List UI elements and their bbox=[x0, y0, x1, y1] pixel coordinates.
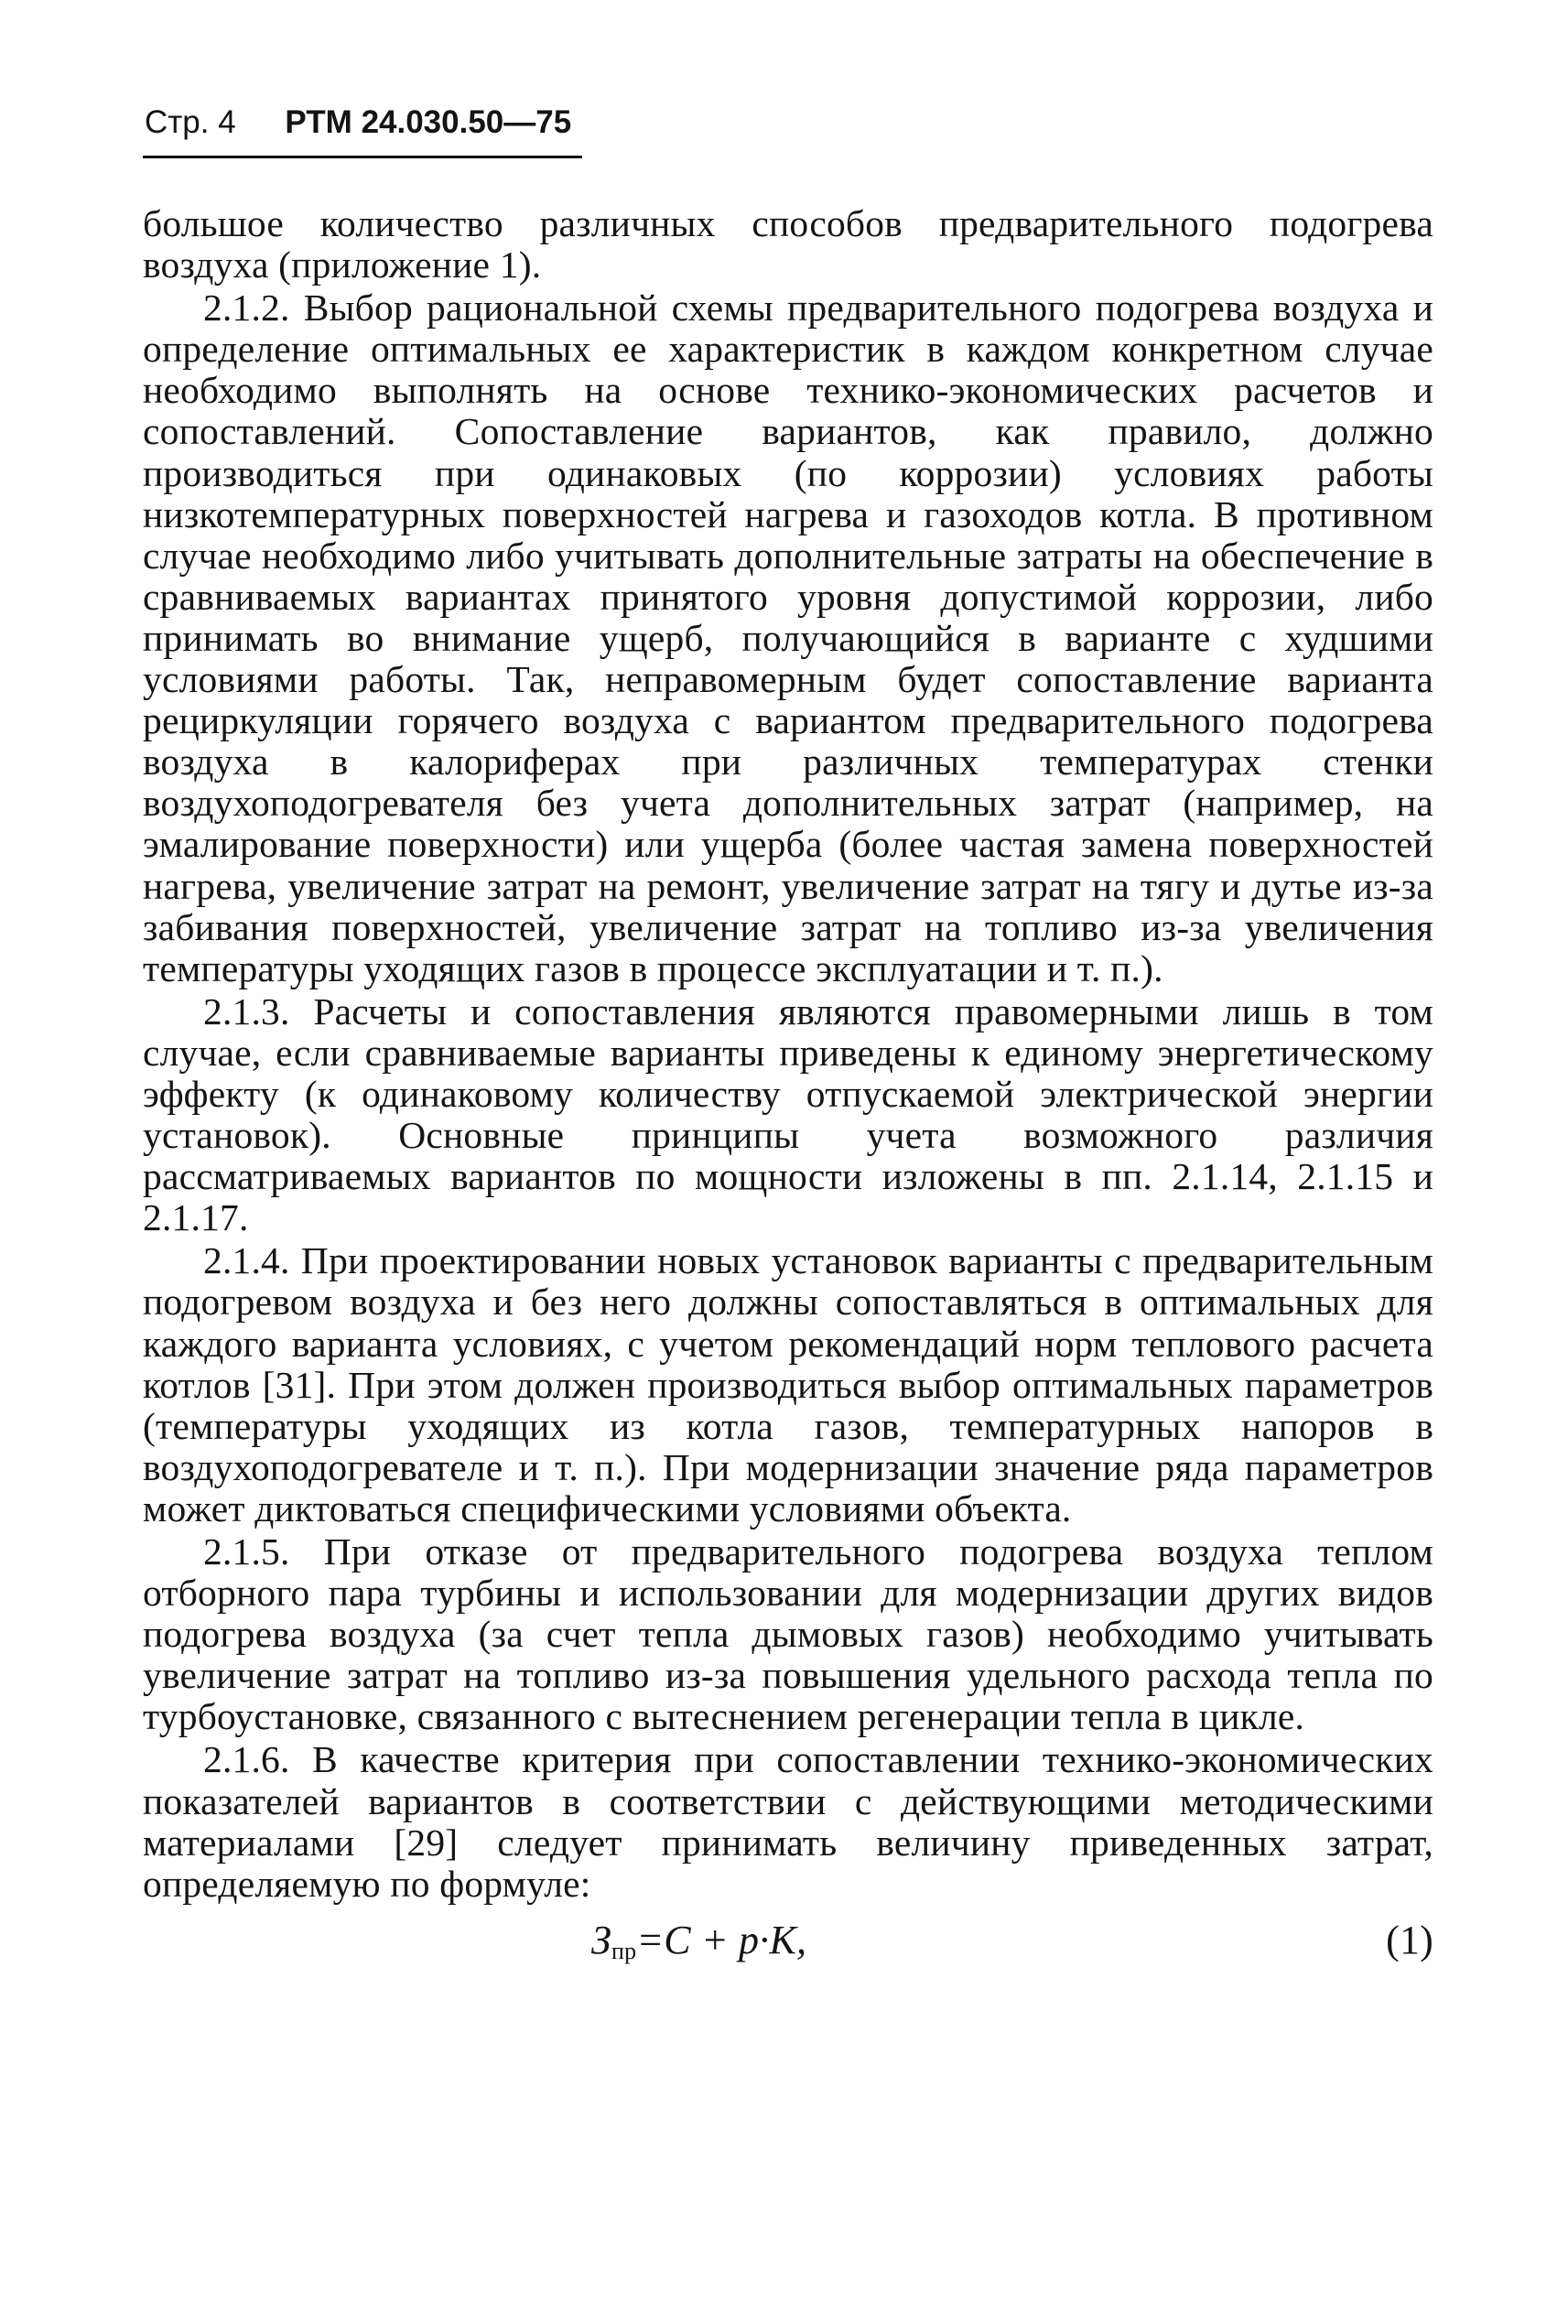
document-body bbox=[143, 203, 1433, 1974]
document-code: РТМ 24.030.50—75 bbox=[285, 104, 572, 140]
paragraph-2-1-4: 2.1.4. При проектировании новых установок варианты с предварительным подогревом воздуха и без него должны сопоставляться в оптимальных для каждого варианта условиях, с учетом рекомендаций норм теплового расчета котлов [31]. При этом должен производиться выбор оптимальных параметров (температуры уходящих из котла газов, температурных напоров в воздухоподогревателе и т. п.). При модернизации значение ряда параметров может диктоваться специфическими условиями объекта. bbox=[143, 1239, 1433, 1530]
formula bbox=[591, 1919, 806, 1972]
formula-number: (1) bbox=[1386, 1917, 1433, 1962]
formula-lhs: З bbox=[591, 1917, 611, 1962]
paragraph-2-1-2: 2.1.2. Выбор рациональной схемы предварительного подогрева воздуха и определение оптимальных ее характеристик в каждом конкретном случае необходимо выполнять на основе технико-экономических расчетов и сопоставлений. Сопоставление вариантов, как правило, должно производиться при одинаковых (по коррозии) условиях работы низкотемпературных поверхностей нагрева и газоходов котла. В противном случае необходимо либо учитывать дополнительные затраты на обеспечение в сравниваемых вариантах принятого уровня допустимой коррозии, либо принимать во внимание ущерб, получающийся в варианте с худшими условиями работы. Так, неправомерным будет сопоставление варианта рециркуляции горячего воздуха с вариантом предварительного подогрева воздуха в калориферах при различных температурах стенки воздухоподогревателя без учета дополнительных затрат (например, на эмалирование поверхности) или ущерба (более частая замена поверхностей нагрева, увеличение затрат на ремонт, увеличение затрат на тягу и дутье из-за забивания поверхностей, увеличение затрат на топливо из-за увеличения температуры уходящих газов в процессе эксплуатации и т. п.). bbox=[143, 286, 1433, 989]
paragraph-continuation: большое количество различных способов предварительного подогрева воздуха (приложение 1). bbox=[143, 202, 1433, 286]
page-number: Стр. 4 bbox=[145, 104, 236, 140]
page-header bbox=[145, 103, 571, 143]
formula-rhs: =C + p·K, bbox=[636, 1917, 807, 1962]
formula-row bbox=[143, 1919, 1433, 1974]
paragraph-2-1-6: 2.1.6. В качестве критерия при сопоставлении технико-экономических показателей вариантов в соответствии с действующими методическими материалами [29] следует принимать величину приведенных затрат, определяемую по формуле: bbox=[143, 1738, 1433, 1905]
header-rule bbox=[143, 156, 582, 158]
paragraph-2-1-5: 2.1.5. При отказе от предварительного подогрева воздуха теплом отборного пара турбины и использовании для модернизации других видов подогрева воздуха (за счет тепла дымовых газов) необходимо учитывать увеличение затрат на топливо из-за повышения удельного расхода тепла по турбоустановке, связанного с вытеснением регенерации тепла в цикле. bbox=[143, 1530, 1433, 1738]
formula-lhs-subscript: пр bbox=[611, 1937, 637, 1964]
paragraph-2-1-3: 2.1.3. Расчеты и сопоставления являются правомерными лишь в том случае, если сравниваемые варианты приведены к единому энергетическому эффекту (к одинаковому количеству отпускаемой электрической энергии установок). Основные принципы учета возможного различия рассматриваемых вариантов по мощности изложены в пп. 2.1.14, 2.1.15 и 2.1.17. bbox=[143, 989, 1433, 1239]
